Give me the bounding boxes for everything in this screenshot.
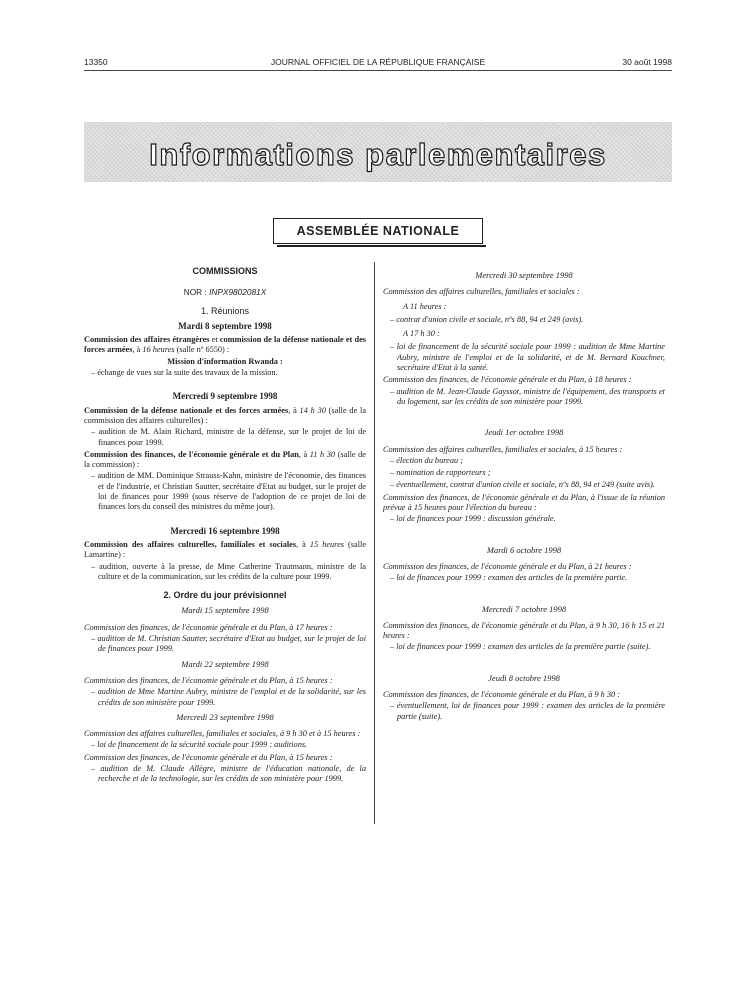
agenda-item: – éventuellement, loi de finances pour 1999 : examen des articles de la première partie (suite). [390,701,665,721]
agenda-item: – échange de vues sur la suite des travaux de la mission. [91,368,278,378]
meeting-entry [84,540,366,561]
meeting-date: Mardi 8 septembre 1998 [178,320,272,331]
agenda-entry: Commission des affaires culturelles, familiales et sociales, à 9 h 30 et à 15 heures : [84,729,361,739]
meeting-time: 11 h 30 [309,449,336,459]
nor-label: NOR : [183,287,207,298]
agenda-item: – audition de Mme Martine Aubry, ministre de l'emploi et de la solidarité, sur les crédits de son ministère pour 1999. [91,687,366,707]
banner-title: Informations parlementaires [149,137,607,172]
chamber-box: ASSEMBLÉE NATIONALE [273,218,483,244]
agenda-date: Mercredi 30 septembre 1998 [475,270,573,280]
agenda-date: Jeudi 8 octobre 1998 [488,672,560,683]
mission-title: Mission d'information Rwanda : [167,356,283,366]
agenda-item: – élection du bureau ; [390,455,463,465]
meeting-room: (salle nº 6550) : [174,345,230,355]
agenda-item: – loi de financement de la sécurité sociale pour 1999 : auditions. [91,740,308,750]
agenda-date: Mardi 6 octobre 1998 [486,544,562,555]
meeting-date: Mercredi 9 septembre 1998 [172,391,278,402]
agenda-item: – audition, ouverte à la presse, de Mme Catherine Trautmann, ministre de la culture et de la communication, sur les crédits de la culture pour 1999. [91,561,366,581]
page-number: 13350 [84,57,108,67]
connector: , à [298,449,310,459]
connector: , à [288,405,300,415]
agenda-entry: Commission des finances, de l'économie générale et du Plan, à 21 heures : [383,561,632,571]
issue-date: 30 août 1998 [622,57,672,67]
agenda-item: – loi de finances pour 1999 : discussion générale. [390,514,556,524]
agenda-item: – éventuellement, contrat d'union civile et sociale, nºs 88, 94 et 249 (suite avis). [390,480,655,490]
committee-name: Commission des finances, de l'économie générale et du Plan [84,449,299,459]
meeting-room: (salle Lamartine) : [84,539,367,560]
committee-name: Commission de la défense nationale et des forces armées [84,405,289,415]
committee-name: Commission des affaires étrangères [84,335,210,345]
connector: et [209,335,220,345]
meeting-entry [84,450,366,471]
ordre-title: 2. Ordre du jour prévisionnel [163,590,287,601]
reunions-title: 1. Réunions [200,305,250,316]
meeting-time: 16 heures [142,345,175,355]
connector: , à [132,345,143,355]
agenda-item: – audition de M. Claude Allègre, ministre de l'éducation nationale, de la recherche et de la technologie, sur les crédits de son ministère pour 1999. [91,763,366,784]
agenda-item: – audition de M. Jean-Claude Gayssot, ministre de l'équipement, des transports et du logement, sur les crédits de son ministère pour 1999. [390,386,665,406]
agenda-item: – loi de financement de la sécurité sociale pour 1999 : audition de Mme Martine Aubry, ministre de l'emploi et de la solidarité, et de M. Bernard Kouchner, secrétaire d'Etat à la santé. [390,342,665,373]
agenda-entry: Commission des finances, de l'économie générale et du Plan, à 15 heures : [84,752,333,762]
agenda-item: – loi de finances pour 1999 : examen des articles de la première partie. [390,573,628,583]
agenda-item: – loi de finances pour 1999 : examen des articles de la première partie (suite). [390,642,651,652]
agenda-entry: Commission des finances, de l'économie générale et du Plan, à 9 h 30, 16 h 15 et 21 heures : [383,620,665,641]
committee-name: Commission des affaires culturelles, familiales et sociales [84,539,297,549]
agenda-date: Mercredi 7 octobre 1998 [481,603,567,614]
right-column [383,266,665,724]
agenda-date: Mercredi 23 septembre 1998 [176,711,274,722]
agenda-entry: Commission des finances, de l'économie générale et du Plan, à 17 heures : [84,622,333,632]
agenda-item: – nomination de rapporteurs ; [390,468,491,478]
meeting-time: 15 heures [309,539,345,549]
meeting-room: (salle de la commission des affaires culturelles) : [84,405,367,425]
meeting-time: A 17 h 30 : [403,329,440,339]
agenda-item: – audition de M. Alain Richard, ministre de la défense, sur le projet de loi de finances pour 1999. [91,427,366,447]
agenda-item: – audition de MM. Dominique Strauss-Kahn, ministre de l'économie, des finances et de l'industrie, et Christian Sautter, secrétaire d'Etat au budget, sur le projet de loi de finances pour 1999 (sous réserve de l'adoption de ce projet de loi de finances lors du conseil des ministres du même jour). [91,471,366,512]
agenda-date: Mardi 15 septembre 1998 [181,605,269,616]
journal-title: JOURNAL OFFICIEL DE LA RÉPUBLIQUE FRANÇAISE [270,57,486,67]
left-column [84,266,366,787]
meeting-date: Mercredi 16 septembre 1998 [170,525,280,536]
connector: , à [296,539,310,549]
page-header [84,57,672,71]
agenda-entry: Commission des finances, de l'économie générale et du Plan, à 9 h 30 : [383,690,621,700]
agenda-entry: Commission des finances, de l'économie générale et du Plan, à 18 heures : [383,375,632,385]
nor-code: INPX9802081X [209,287,267,298]
agenda-date: Mardi 22 septembre 1998 [181,658,269,669]
meeting-time: A 11 heures : [403,301,447,311]
meeting-entry [84,335,366,356]
agenda-entry: Commission des finances, de l'économie générale et du Plan, à l'issue de la réunion prévue à 15 heures pour l'élection du bureau : [383,492,665,513]
agenda-entry: Commission des affaires culturelles, familiales et sociales : [383,287,580,297]
meeting-time: 14 h 30 [299,405,326,415]
committee-name: commission de la défense nationale et des forces armées [84,335,366,355]
section-banner [84,122,672,182]
agenda-item: – contrat d'union civile et sociale, nºs 88, 94 et 249 (avis). [390,314,584,324]
agenda-entry: Commission des affaires culturelles, familiales et sociales, à 15 heures : [383,444,623,454]
agenda-entry: Commission des finances, de l'économie générale et du Plan, à 15 heures : [84,675,333,685]
agenda-item: – audition de M. Christian Sautter, secrétaire d'Etat au budget, sur le projet de loi de finances pour 1999. [91,634,366,654]
header-rule [84,70,672,71]
section-title: COMMISSIONS [192,266,258,276]
nor-reference [84,287,366,297]
agenda-date: Jeudi 1er octobre 1998 [484,427,564,438]
column-divider [374,262,375,824]
meeting-room: (salle de la commission) : [84,449,366,470]
meeting-entry [84,406,366,427]
